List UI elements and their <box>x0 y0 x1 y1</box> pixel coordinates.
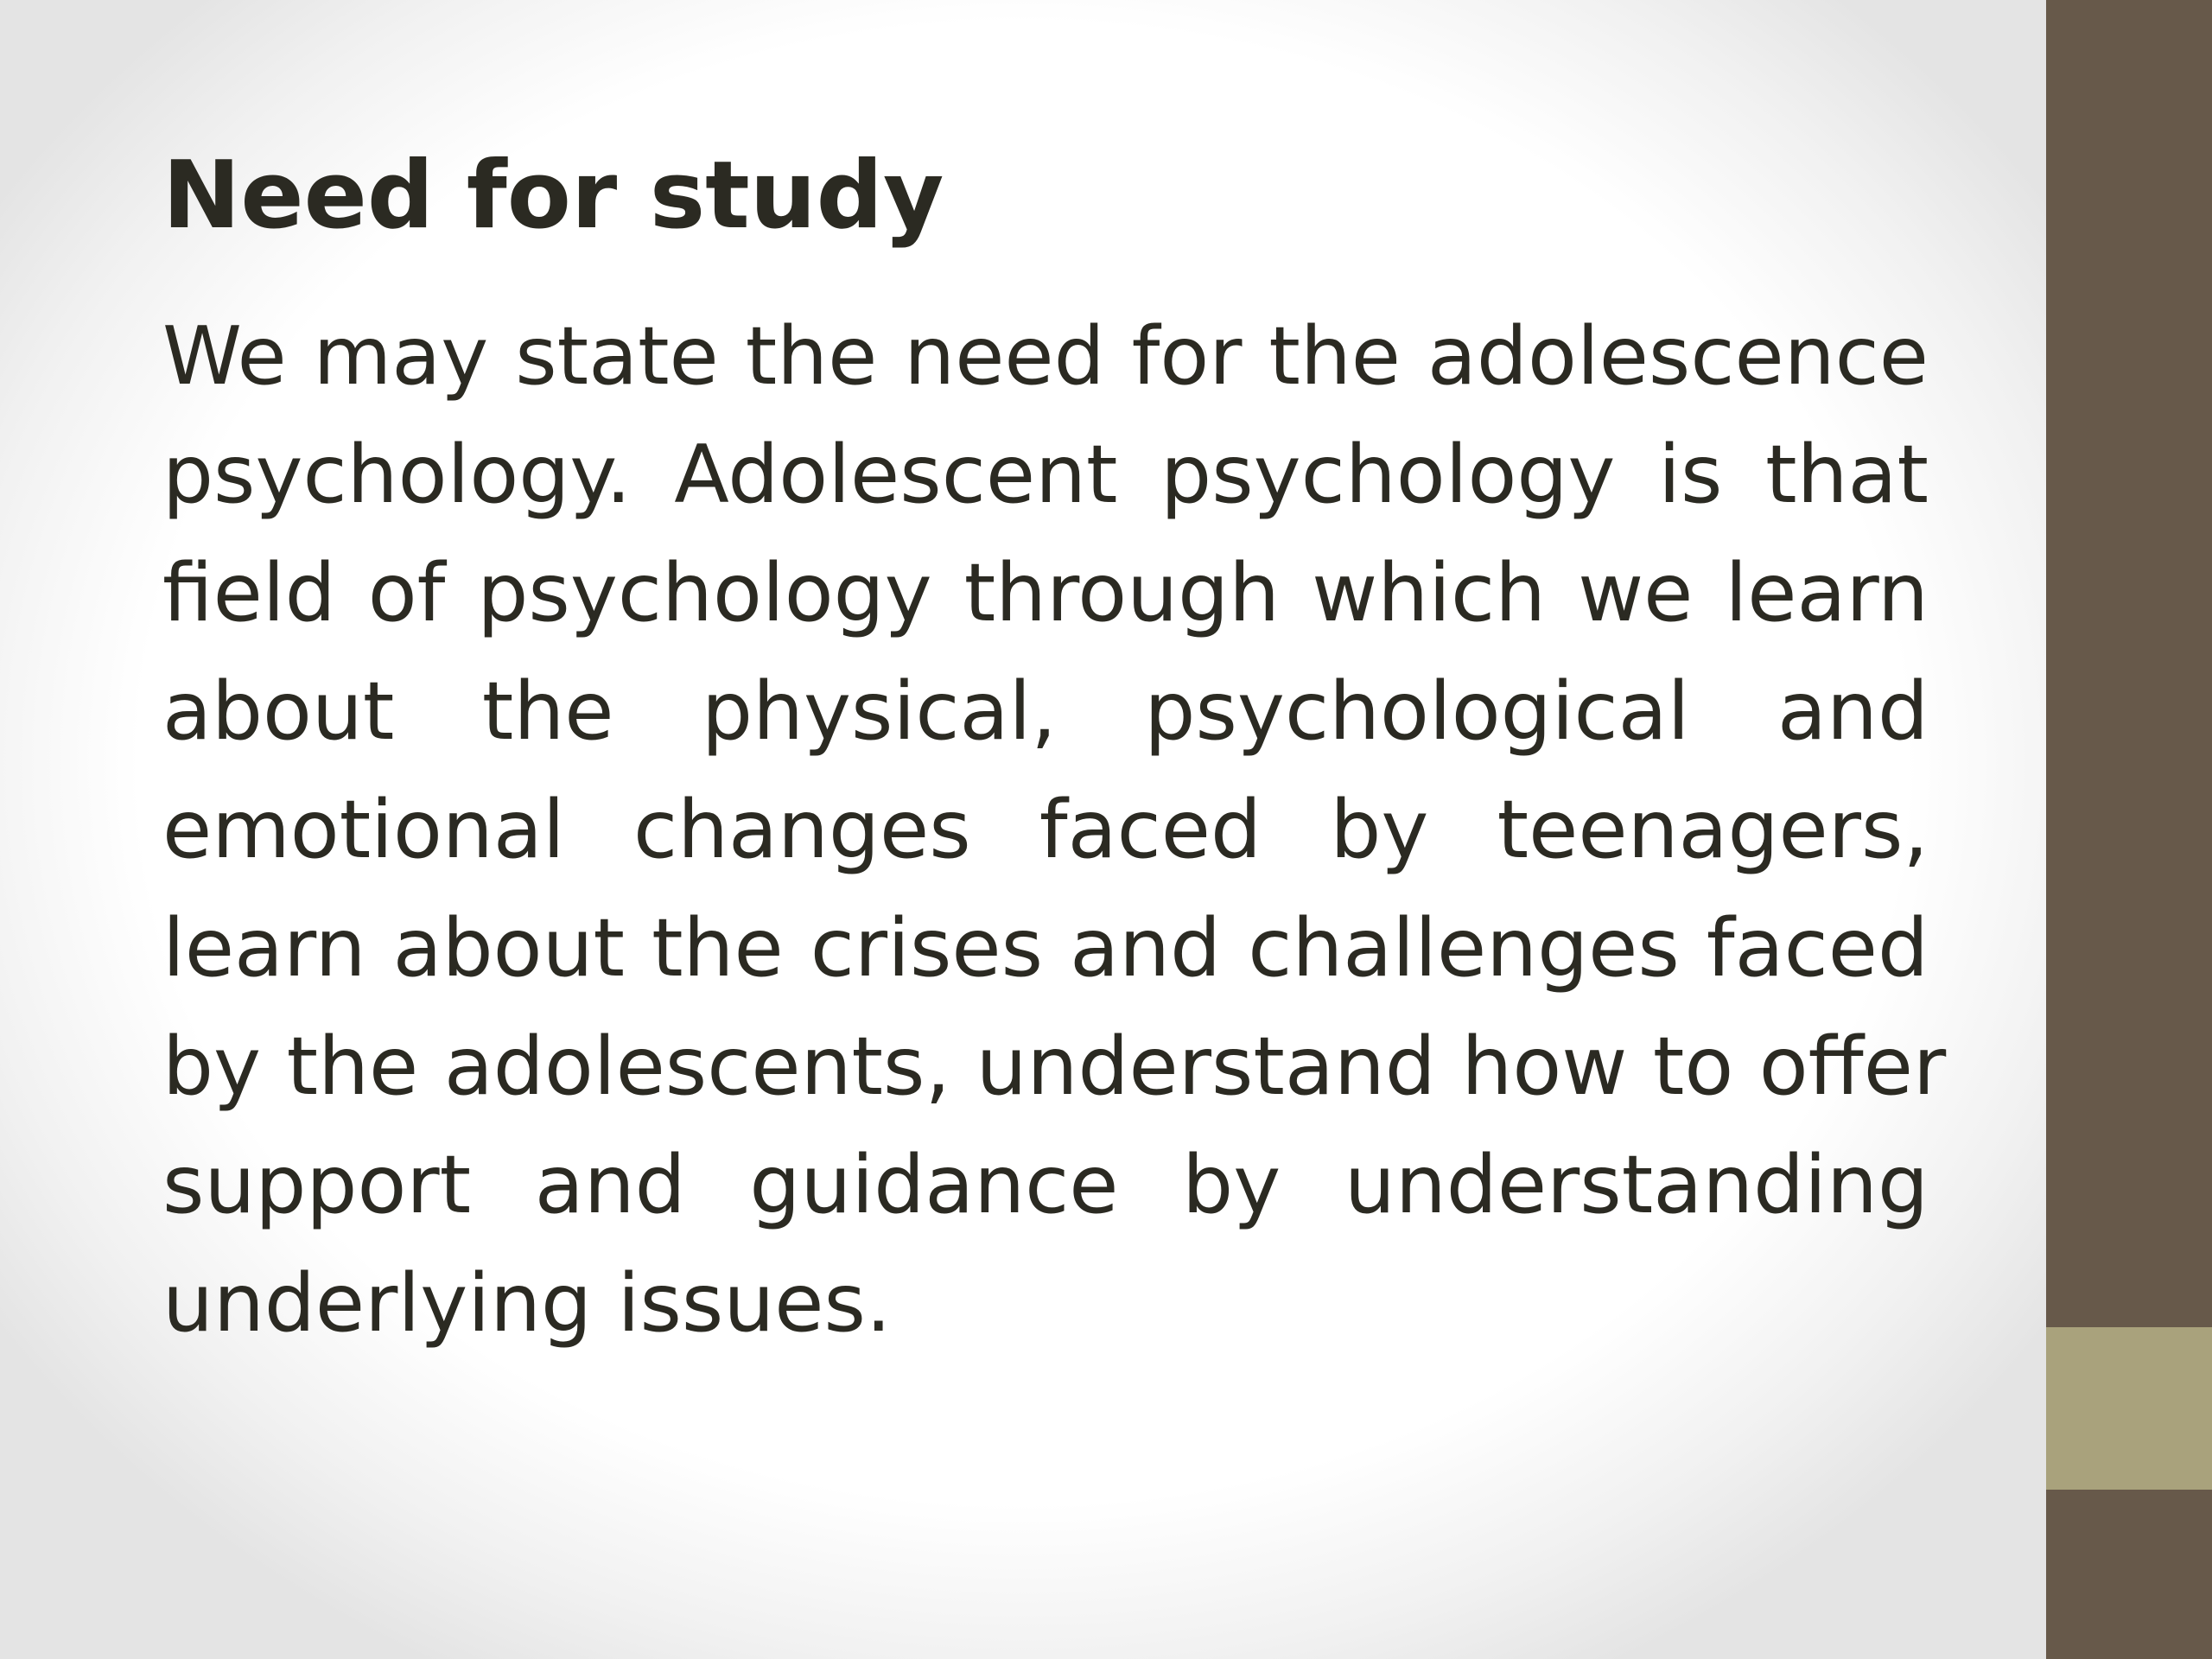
body-line: support and guidance by understanding <box>162 1138 1929 1231</box>
body-line: emotional changes faced by teenagers, <box>162 783 1929 876</box>
slide-title: Need for study <box>162 142 944 250</box>
body-line: We may state the need for the adolescence <box>162 309 1929 403</box>
body-line: underlying issues. <box>162 1256 892 1350</box>
body-line: psychology. Adolescent psychology is that <box>162 428 1929 521</box>
body-line: by the adolescents, understand how to offer <box>162 1020 1947 1113</box>
body-line: field of psychology through which we learn <box>162 546 1929 639</box>
slide-body-text <box>162 297 1947 1363</box>
body-line: learn about the crises and challenges faced <box>162 901 1929 995</box>
decorative-side-accent <box>2046 1327 2212 1490</box>
body-line: about the physical, psychological and <box>162 664 1929 758</box>
